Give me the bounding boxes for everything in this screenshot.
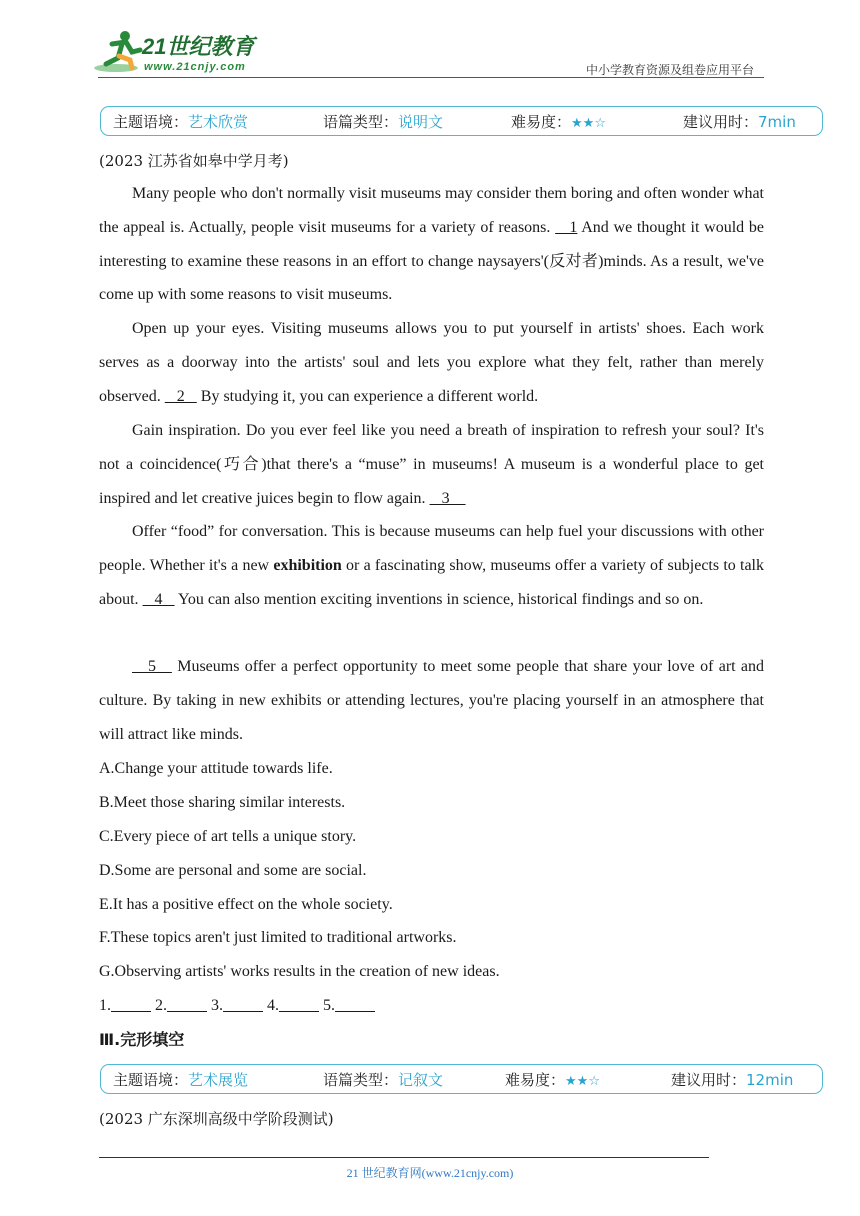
logo	[92, 28, 267, 78]
answer-line: 1. 2. 3. 4. 5.	[99, 997, 375, 1015]
answer-blank-2[interactable]	[167, 997, 207, 1014]
genre-value-2: 记叙文	[398, 1071, 444, 1089]
option-d: D.Some are personal and some are social.	[99, 862, 367, 879]
answer-blank-5[interactable]	[335, 997, 375, 1014]
platform-name: 中小学教育资源及组卷应用平台	[585, 63, 754, 77]
option-b: B.Meet those sharing similar interests.	[99, 794, 346, 811]
option-f: F.These topics aren't just limited to traditional artworks.	[99, 929, 457, 946]
blank-3: 3	[429, 489, 466, 507]
paragraph-1: Many people who don't normally visit museums may consider them boring and often wonder what the appeal is. Actually, people visit museums for a variety of reasons. 1 And we thought it would be interesting to examine these reasons in an effort to change naysayers'(反对者)minds. As a result, we've come up with some reasons to visit museums.	[99, 185, 765, 304]
difficulty-stars: ★★☆	[571, 116, 606, 131]
time-value-2: 12min	[746, 1071, 794, 1089]
option-c: C.Every piece of art tells a unique story.	[99, 828, 357, 845]
section-title: Ⅲ.完形填空	[99, 1030, 185, 1049]
blank-4: 4	[142, 590, 175, 608]
time-value: 7min	[758, 113, 796, 131]
difficulty-label: 难易度：★★☆	[511, 113, 606, 131]
genre-value: 说明文	[398, 113, 444, 131]
answer-blank-4[interactable]	[279, 997, 319, 1014]
paragraph-3: Gain inspiration. Do you ever feel like you need a breath of inspiration to refresh your soul? It's not a coincidence(巧合)that there's a “muse” in museums! A museum is a wonderful place to get inspired and let creative juices begin to flow again. 3	[99, 422, 764, 507]
passage-source-2: (2023 广东深圳高级中学阶段测试)	[99, 1110, 334, 1128]
blank-1: 1	[555, 218, 578, 236]
blank-2: 2	[164, 387, 197, 405]
blank-5: 5	[132, 658, 172, 675]
genre-label: 语篇类型：说明文	[323, 113, 444, 131]
header-divider	[98, 77, 764, 78]
genre-label-2: 语篇类型：记叙文	[323, 1071, 444, 1089]
topic-label: 主题语境：艺术欣赏	[113, 113, 249, 131]
passage-source: (2023 江苏省如皋中学月考)	[99, 152, 289, 170]
passage-info-box	[100, 106, 823, 136]
bold-word: exhibition	[273, 556, 342, 574]
difficulty-stars-2: ★★☆	[565, 1074, 600, 1089]
difficulty-label-2: 难易度：★★☆	[505, 1071, 600, 1089]
option-e: E.It has a positive effect on the whole society.	[99, 896, 393, 913]
footer-text: 21 世纪教育网(www.21cnjy.com)	[346, 1166, 514, 1180]
paragraph-4: Offer “food” for conversation. This is because museums can help fuel your discussions with other people. Whether it's a new exhibition or a fascinating show, museums offer a variety of subjects to talk about. 4 You can also mention exciting inventions in science, historical findings and so on.	[99, 523, 764, 608]
time-label: 建议用时：7min	[683, 113, 796, 131]
topic-value: 艺术欣赏	[188, 113, 249, 131]
logo-url: www.21cnjy.com	[144, 61, 246, 73]
topic-label-2: 主题语境：艺术展览	[113, 1071, 249, 1089]
time-label-2: 建议用时：12min	[671, 1071, 794, 1089]
paragraph-5: 5 Museums offer a perfect opportunity to meet some people that share your love of art and culture. By taking in new exhibits or attending lectures, you're placing yourself in an atmosphere that will attract like minds.	[99, 658, 765, 743]
topic-value-2: 艺术展览	[188, 1071, 249, 1089]
passage-info-box-2	[100, 1064, 823, 1094]
answer-blank-1[interactable]	[111, 997, 151, 1014]
footer-divider	[99, 1157, 709, 1158]
logo-title: 21世纪教育	[142, 34, 255, 59]
option-a: A.Change your attitude towards life.	[99, 760, 333, 777]
page-header	[0, 0, 860, 80]
paragraph-2: Open up your eyes. Visiting museums allows you to put yourself in artists' shoes. Each work serves as a doorway into the artists' soul and lets you explore what they felt, rather than merely observed. 2 By studying it, you can experience a different world.	[99, 320, 764, 405]
answer-blank-3[interactable]	[223, 997, 263, 1014]
option-g: G.Observing artists' works results in the creation of new ideas.	[99, 963, 500, 980]
